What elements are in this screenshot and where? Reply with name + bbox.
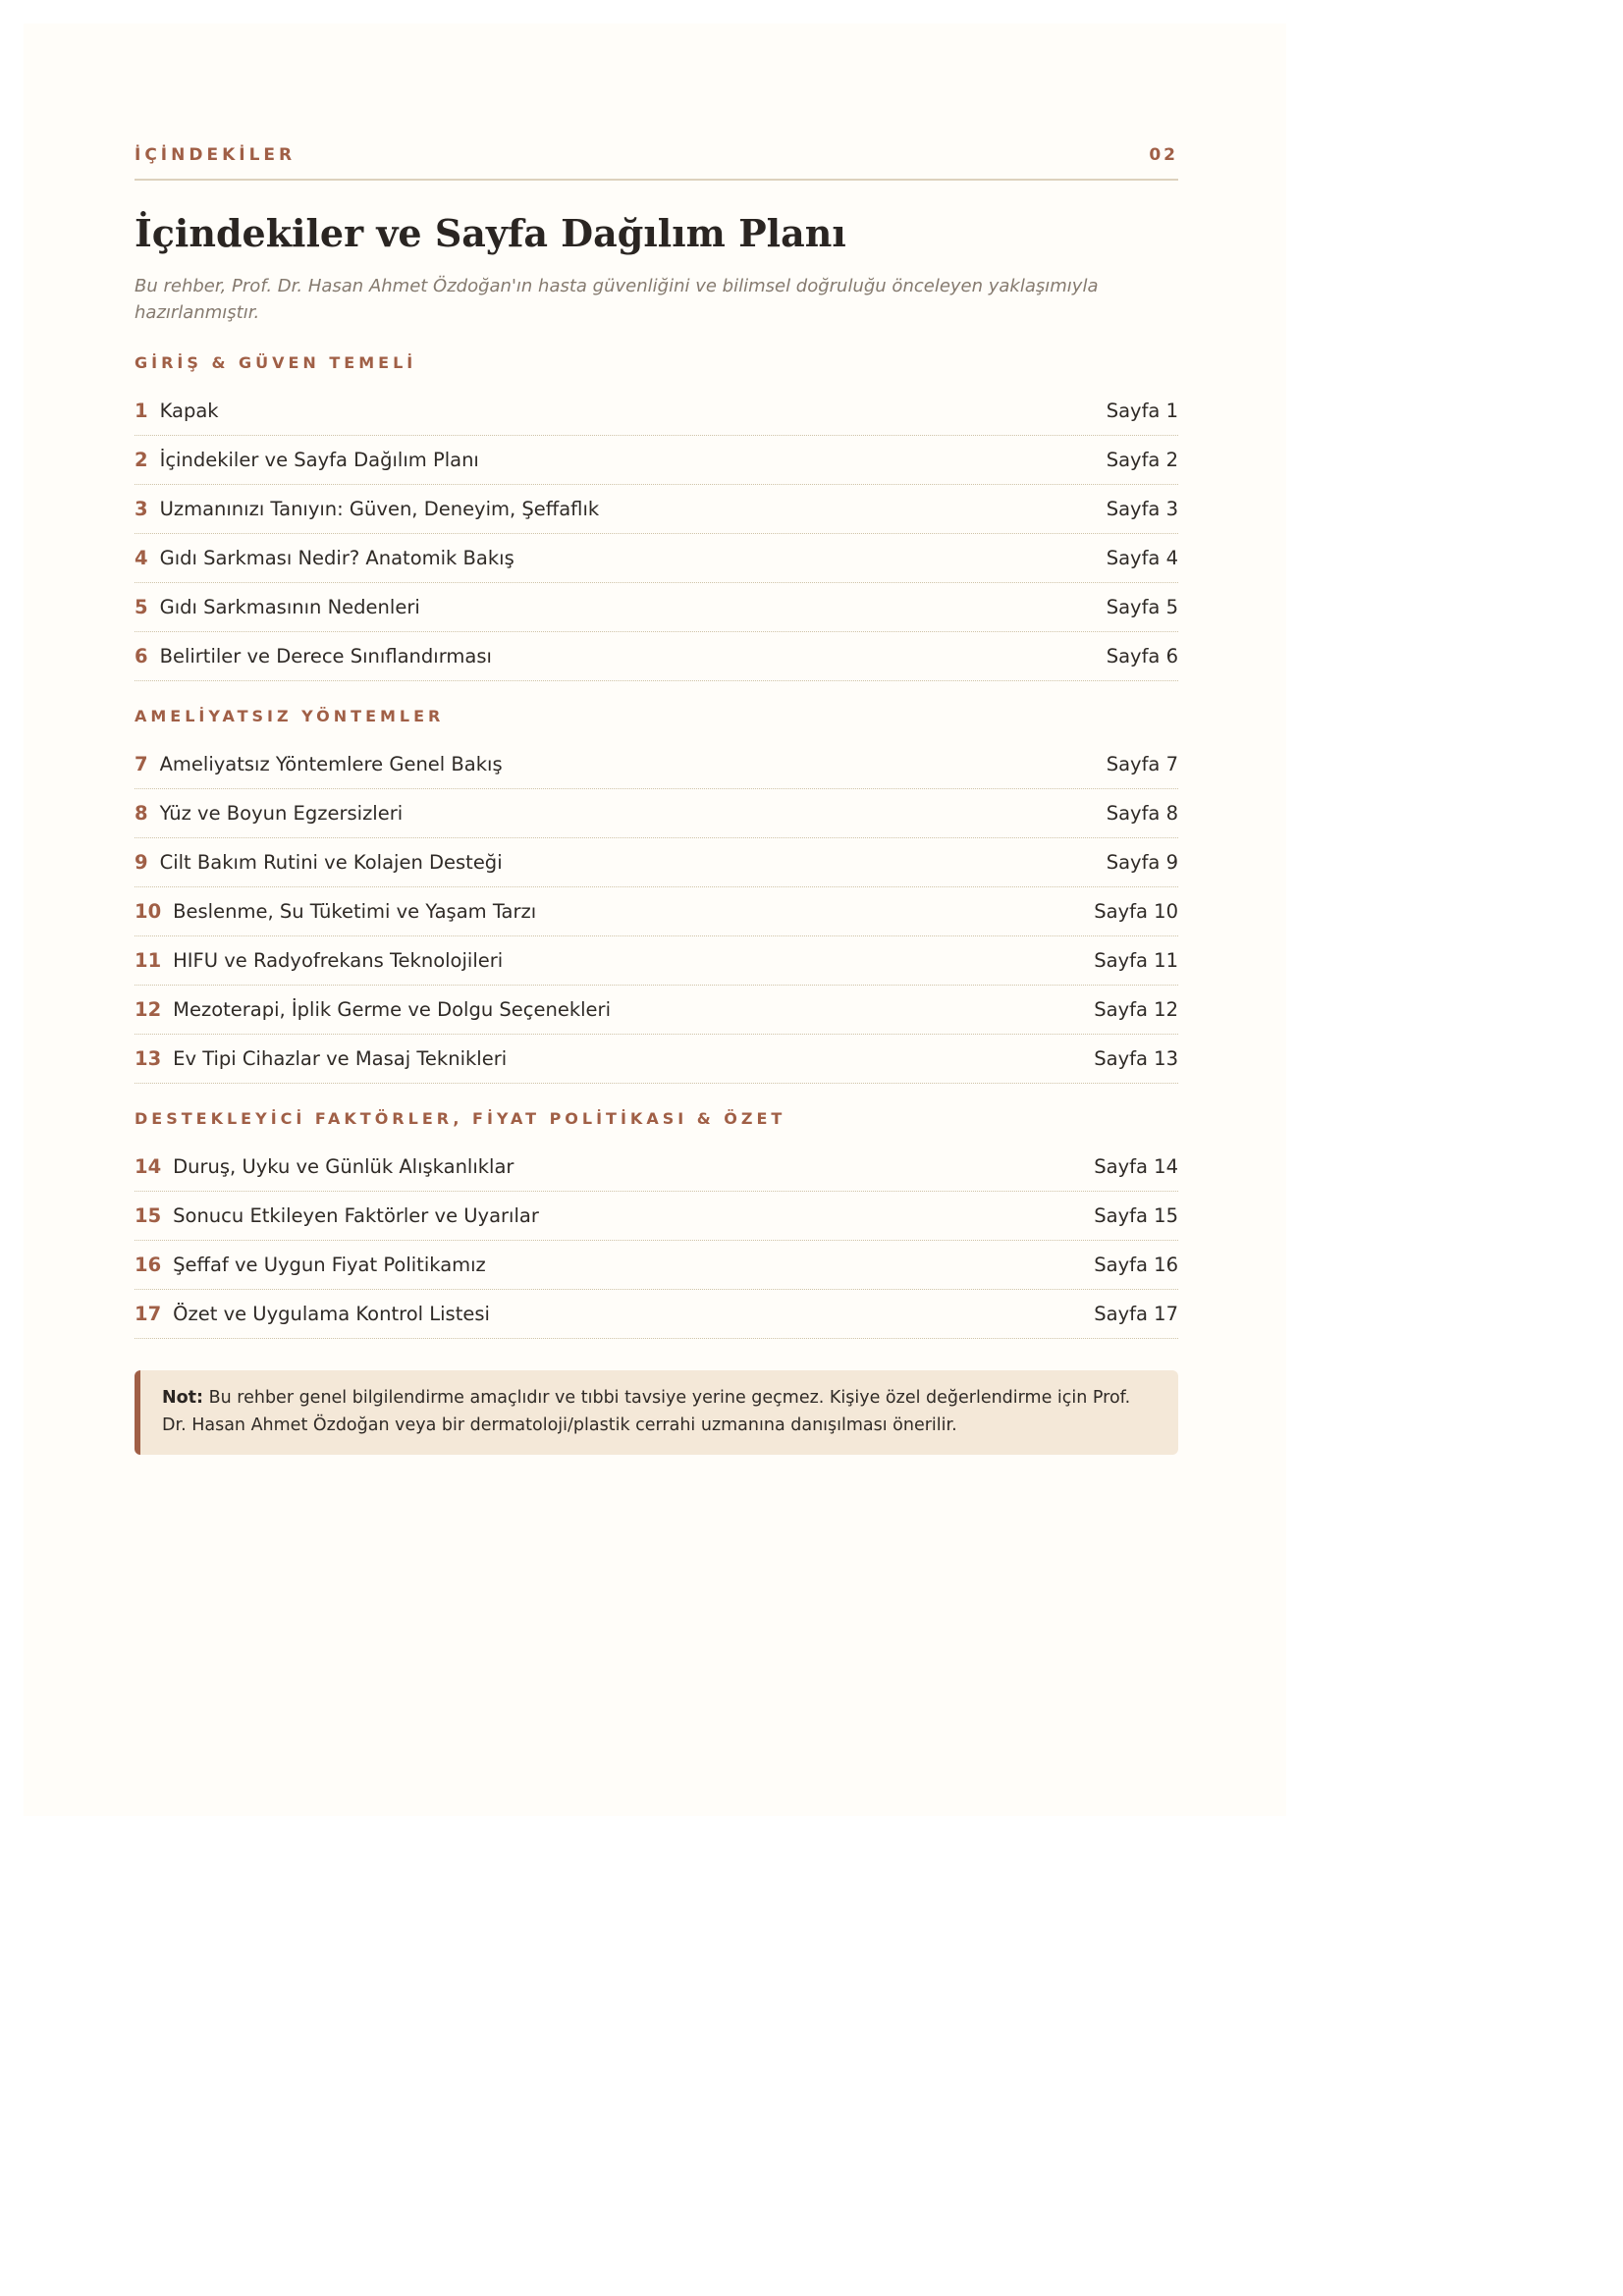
note-text: Bu rehber genel bilgilendirme amaçlıdır ve tıbbi tavsiye yerine geçmez. Kişiye özel değerlendirme için Prof. Dr. Hasan Ahmet Özdoğan veya bir dermatoloji/plastik cerrahi uzmanına danışılması önerilir. <box>162 1388 1131 1435</box>
toc-entry-number: 4 <box>135 547 148 569</box>
toc-entry-page: Sayfa 14 <box>1094 1155 1178 1178</box>
toc-entry-number: 15 <box>135 1204 162 1227</box>
toc-entry[interactable] <box>135 436 1178 485</box>
toc-entry-label <box>135 498 599 520</box>
toc-entry-label <box>135 547 514 569</box>
section-title: DESTEKLEYİCİ FAKTÖRLER, FİYAT POLİTİKASI & ÖZET <box>135 1109 786 1128</box>
table-of-contents <box>135 353 1178 1339</box>
disclaimer-note <box>135 1370 1178 1455</box>
toc-entry-number: 11 <box>135 949 162 972</box>
toc-entry-page: Sayfa 1 <box>1106 400 1178 422</box>
toc-entry-label <box>135 1204 539 1227</box>
toc-entry-title: Yüz ve Boyun Egzersizleri <box>159 802 404 825</box>
toc-entry-number: 6 <box>135 645 148 667</box>
toc-entry-label <box>135 998 611 1021</box>
toc-entry-number: 17 <box>135 1303 162 1325</box>
toc-entry-page: Sayfa 7 <box>1106 753 1178 775</box>
toc-entry-title: Belirtiler ve Derece Sınıflandırması <box>159 645 492 667</box>
toc-entry-number: 16 <box>135 1254 162 1276</box>
toc-entry-page: Sayfa 13 <box>1094 1047 1178 1070</box>
toc-entry-number: 5 <box>135 596 148 618</box>
toc-entry-page: Sayfa 9 <box>1106 851 1178 874</box>
toc-entry-title: Ev Tipi Cihazlar ve Masaj Teknikleri <box>173 1047 508 1070</box>
toc-section-list <box>135 740 1178 1084</box>
toc-entry[interactable] <box>135 1143 1178 1192</box>
toc-entry-title: HIFU ve Radyofrekans Teknolojileri <box>173 949 504 972</box>
toc-entry-label <box>135 1254 486 1276</box>
toc-entry-label <box>135 802 403 825</box>
toc-entry-title: Gıdı Sarkmasının Nedenleri <box>159 596 420 618</box>
toc-entry[interactable] <box>135 1035 1178 1084</box>
document-page <box>24 24 1286 1816</box>
toc-entry-page: Sayfa 16 <box>1094 1254 1178 1276</box>
toc-entry-label <box>135 949 503 972</box>
toc-entry[interactable] <box>135 583 1178 632</box>
toc-entry-page: Sayfa 11 <box>1094 949 1178 972</box>
page-content <box>135 122 1178 1455</box>
toc-entry-label <box>135 449 479 471</box>
toc-entry-title: Ameliyatsız Yöntemlere Genel Bakış <box>159 753 503 775</box>
note-label: Not: <box>162 1388 204 1408</box>
toc-entry-page: Sayfa 5 <box>1106 596 1178 618</box>
toc-entry-number: 1 <box>135 400 148 422</box>
toc-entry-number: 10 <box>135 900 162 923</box>
toc-entry-title: Gıdı Sarkması Nedir? Anatomik Bakış <box>159 547 514 569</box>
toc-entry-page: Sayfa 10 <box>1094 900 1178 923</box>
toc-entry-title: Duruş, Uyku ve Günlük Alışkanlıklar <box>173 1155 514 1178</box>
toc-entry-page: Sayfa 2 <box>1106 449 1178 471</box>
toc-entry-title: Kapak <box>159 400 219 422</box>
toc-entry-page: Sayfa 12 <box>1094 998 1178 1021</box>
toc-entry-title: Sonucu Etkileyen Faktörler ve Uyarılar <box>173 1204 539 1227</box>
header-section-label: İÇİNDEKİLER <box>135 145 297 165</box>
toc-entry-title: Beslenme, Su Tüketimi ve Yaşam Tarzı <box>173 900 537 923</box>
toc-entry-number: 7 <box>135 753 148 775</box>
toc-entry-label <box>135 596 420 618</box>
page-title: İçindekiler ve Sayfa Dağılım Planı <box>135 211 846 255</box>
toc-entry-number: 13 <box>135 1047 162 1070</box>
toc-entry-label <box>135 851 503 874</box>
toc-entry-page: Sayfa 3 <box>1106 498 1178 520</box>
toc-entry-title: İçindekiler ve Sayfa Dağılım Planı <box>159 449 479 471</box>
toc-entry-label <box>135 1047 507 1070</box>
toc-entry-number: 8 <box>135 802 148 825</box>
toc-section-list <box>135 1143 1178 1339</box>
toc-entry-title: Uzmanınızı Tanıyın: Güven, Deneyim, Şeffaflık <box>159 498 600 520</box>
toc-entry-title: Şeffaf ve Uygun Fiyat Politikamız <box>173 1254 486 1276</box>
toc-section-list <box>135 387 1178 681</box>
toc-entry[interactable] <box>135 986 1178 1035</box>
toc-entry-page: Sayfa 17 <box>1094 1303 1178 1325</box>
section-title: AMELİYATSIZ YÖNTEMLER <box>135 707 445 725</box>
toc-entry[interactable] <box>135 887 1178 936</box>
toc-entry[interactable] <box>135 1192 1178 1241</box>
toc-entry[interactable] <box>135 1290 1178 1339</box>
toc-entry-label <box>135 400 219 422</box>
header-page-number: 02 <box>1149 145 1178 165</box>
toc-entry-page: Sayfa 6 <box>1106 645 1178 667</box>
toc-entry-title: Cilt Bakım Rutini ve Kolajen Desteği <box>159 851 503 874</box>
toc-entry-label <box>135 1303 490 1325</box>
toc-entry-number: 12 <box>135 998 162 1021</box>
toc-entry-title: Mezoterapi, İplik Germe ve Dolgu Seçenekleri <box>173 998 611 1021</box>
toc-entry-label <box>135 900 536 923</box>
page-subtitle: Bu rehber, Prof. Dr. Hasan Ahmet Özdoğan'ın hasta güvenliğini ve bilimsel doğruluğu önceleyen yaklaşımıyla hazırlanmıştır. <box>135 276 1099 323</box>
toc-entry-label <box>135 1155 514 1178</box>
toc-entry[interactable] <box>135 789 1178 838</box>
toc-entry[interactable] <box>135 387 1178 436</box>
running-header <box>135 122 1178 181</box>
toc-entry-page: Sayfa 15 <box>1094 1204 1178 1227</box>
toc-entry-page: Sayfa 4 <box>1106 547 1178 569</box>
toc-entry-title: Özet ve Uygulama Kontrol Listesi <box>173 1303 490 1325</box>
toc-entry[interactable] <box>135 485 1178 534</box>
toc-entry-label <box>135 753 503 775</box>
toc-entry[interactable] <box>135 632 1178 681</box>
toc-entry[interactable] <box>135 740 1178 789</box>
toc-entry[interactable] <box>135 1241 1178 1290</box>
toc-entry-number: 3 <box>135 498 148 520</box>
toc-entry[interactable] <box>135 838 1178 887</box>
toc-entry-page: Sayfa 8 <box>1106 802 1178 825</box>
section-title: GİRİŞ & GÜVEN TEMELİ <box>135 353 417 372</box>
toc-entry-number: 9 <box>135 851 148 874</box>
toc-entry-number: 14 <box>135 1155 162 1178</box>
toc-entry-label <box>135 645 492 667</box>
toc-entry[interactable] <box>135 534 1178 583</box>
toc-entry[interactable] <box>135 936 1178 986</box>
toc-entry-number: 2 <box>135 449 148 471</box>
